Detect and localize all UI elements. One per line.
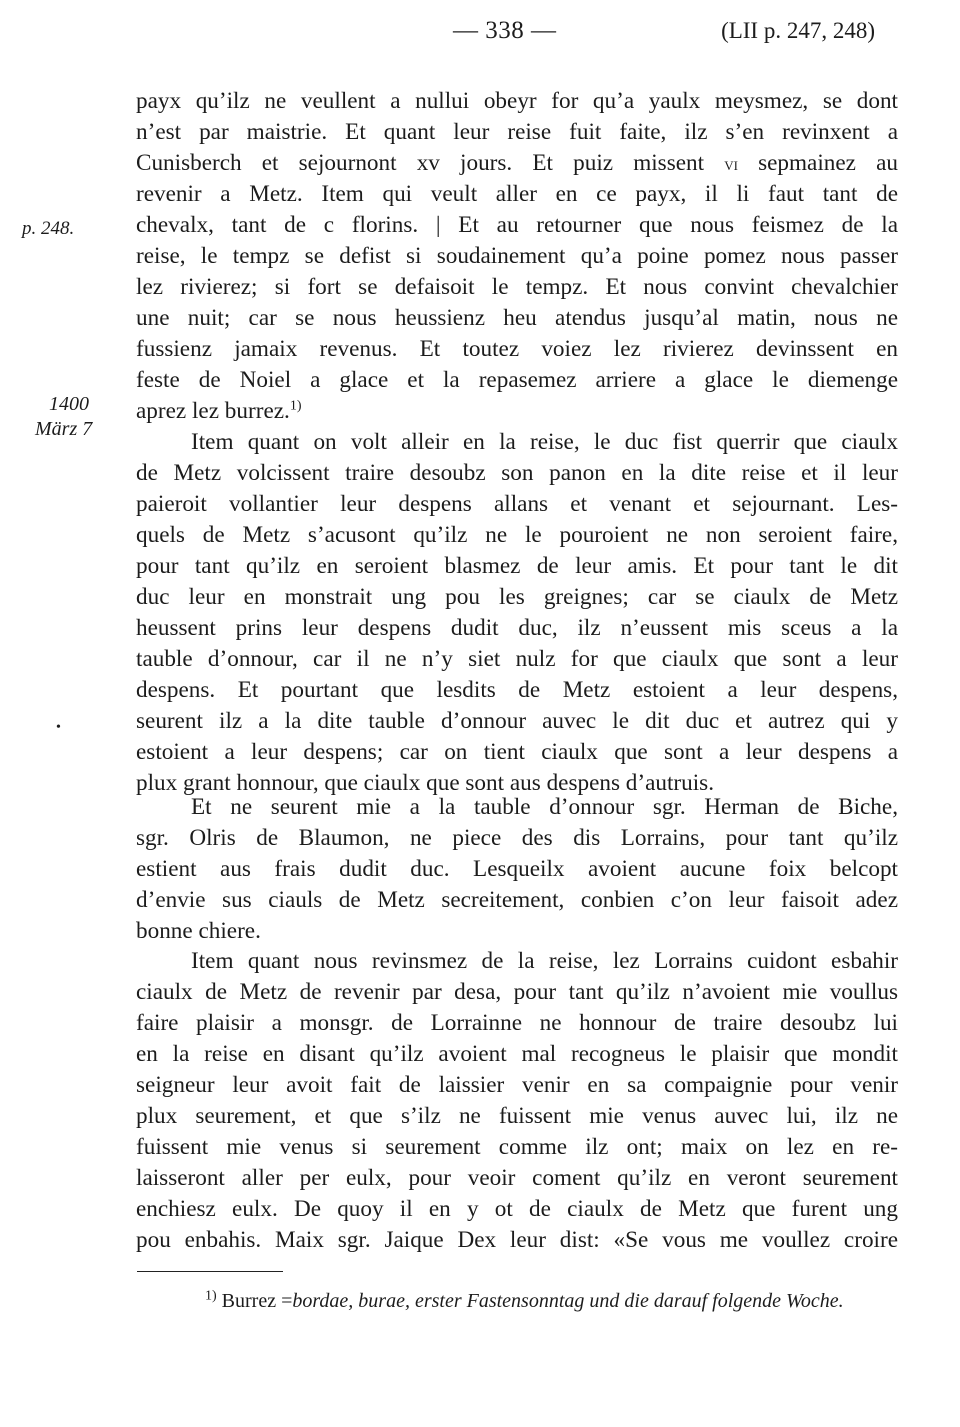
text-line: d’envie sus ciauls de Metz secreitement, conbien c’on leur faisoit adez	[136, 887, 898, 913]
text-line: fussienz jamaix revenus. Et toutez voiez lez rivierez devinssent en	[136, 336, 898, 362]
text-line: quels de Metz s’acusont qu’ilz ne le pouroient ne non seroient faire,	[136, 522, 898, 548]
text-line: seigneur leur avoit fait de laissier venir en sa compaignie pour venir	[136, 1072, 898, 1098]
text-line: revenir a Metz. Item qui veult aller en ce payx, il li faut tant de	[136, 181, 898, 207]
text-line: estoient a leur despens; car on tient ciaulx que sont a leur despens a	[136, 739, 898, 765]
text-line: n’est par maistrie. Et quant leur reise fuit faite, ilz s’en revinxent a	[136, 119, 898, 145]
text-line: chevalx, tant de c florins. | Et au retourner que nous feismez de la	[136, 212, 898, 238]
text-line: paieroit vollantier leur despens allans et venant et sejournant. Les-	[136, 491, 898, 517]
footnote-definition: bordae, burae, erster Fastensonntag und die darauf folgende Woche.	[292, 1290, 844, 1312]
text-line: despens. Et pourtant que lesdits de Metz estoient a leur despens,	[136, 677, 898, 703]
text-span: sepmainez au	[758, 150, 898, 176]
text-line: payx qu’ilz ne veullent a nullui obeyr for qu’a yaulx meysmez, se dont	[136, 88, 898, 114]
text-line: faire plaisir a monsgr. de Lorrainne ne honnour de traire desoubz lui	[136, 1010, 898, 1036]
page-number: — 338 —	[453, 17, 557, 44]
paragraph-4	[136, 946, 898, 1256]
text-line: heussent prins leur despens dudit duc, ilz n’eussent mis sceus a la	[136, 615, 898, 641]
paragraph-2	[136, 427, 898, 799]
text-line: une nuit; car se nous heussienz heu atendus jusqu’al matin, nous ne	[136, 305, 898, 331]
text-span: aprez lez burrez.	[136, 398, 290, 424]
text-span: Cunisberch et sejournont xv jours. Et puiz missent	[136, 150, 705, 176]
page-reference: (LII p. 247, 248)	[721, 18, 875, 43]
margin-year: 1400	[49, 393, 89, 415]
paragraph-3	[136, 792, 898, 947]
margin-mark: •	[56, 720, 61, 735]
text-line: plux seurement, et que s’ilz ne fuissent mie venus auvec lui, ilz ne	[136, 1103, 898, 1129]
text-line: plux grant honnour, que ciaulx que sont aus despens d’autruis.	[136, 770, 714, 796]
text-line: reise, le tempz se defist si soudainement qu’a poine pomez nous passer	[136, 243, 898, 269]
footnote-term: Burrez	[221, 1290, 277, 1312]
text-line: Et ne seurent mie a la tauble d’onnour sgr. Herman de Biche,	[191, 794, 898, 820]
text-line	[136, 396, 898, 427]
text-line: enchiesz eulx. De quoy il en y ot de ciaulx de Metz que furent ung	[136, 1196, 898, 1222]
text-line: en la reise en disant qu’ilz avoient mal recogneus le plaisir que mondit	[136, 1041, 898, 1067]
margin-date: März 7	[35, 418, 93, 440]
text-line: pou enbahis. Maix sgr. Jaique Dex leur dist: «Se vous me voullez croire	[136, 1227, 898, 1253]
text-line: pour tant qu’ilz en seroient blasmez de leur amis. Et pour tant le dit	[136, 553, 898, 579]
page-header	[0, 17, 960, 53]
text-line: estient aus frais dudit duc. Lesqueilx avoient aucune foix belcopt	[136, 856, 898, 882]
text-line: lez rivierez; si fort se defaisoit le tempz. Et nous convint chevalchier	[136, 274, 898, 300]
text-line: laisseront aller per eulx, pour veoir coment qu’ilz en veront seurement	[136, 1165, 898, 1191]
text-line: sgr. Olris de Blaumon, ne piece des dis Lorrains, pour tant qu’ilz	[136, 825, 898, 851]
footnote-marker: 1)	[205, 1288, 217, 1304]
footnote-ref: 1)	[289, 398, 302, 414]
footnote-divider	[137, 1271, 283, 1272]
roman-numeral: vi	[724, 154, 738, 175]
text-line: Item quant nous revinsmez de la reise, lez Lorrains cuidont esbahir	[191, 948, 898, 974]
footnote-equals: =	[281, 1290, 293, 1312]
text-line: bonne chiere.	[136, 918, 261, 944]
text-line: fuissent mie venus si seurement comme ilz ont; maix on lez en re-	[136, 1134, 898, 1160]
text-line	[136, 148, 898, 179]
text-line: Item quant on volt alleir en la reise, le duc fist querrir que ciaulx	[191, 429, 898, 455]
text-line: de Metz volcissent traire desoubz son panon en la dite reise et il leur	[136, 460, 898, 486]
text-line: ciaulx de Metz de revenir par desa, pour tant qu’ilz n’avoient mie voullus	[136, 979, 898, 1005]
paragraph-1	[136, 86, 898, 427]
text-line: seurent ilz a la dite tauble d’onnour auvec le dit duc et autrez qui y	[136, 708, 898, 734]
footnote	[205, 1290, 844, 1313]
text-line: tauble d’onnour, car il ne n’y siet nulz for que ciaulx que sont a leur	[136, 646, 898, 672]
margin-page-marker: p. 248.	[22, 218, 75, 239]
text-line: duc leur en monstrait ung pou les greignes; car se ciaulx de Metz	[136, 584, 898, 610]
text-line: feste de Noiel a glace et la repasemez arriere a glace le diemenge	[136, 367, 898, 393]
